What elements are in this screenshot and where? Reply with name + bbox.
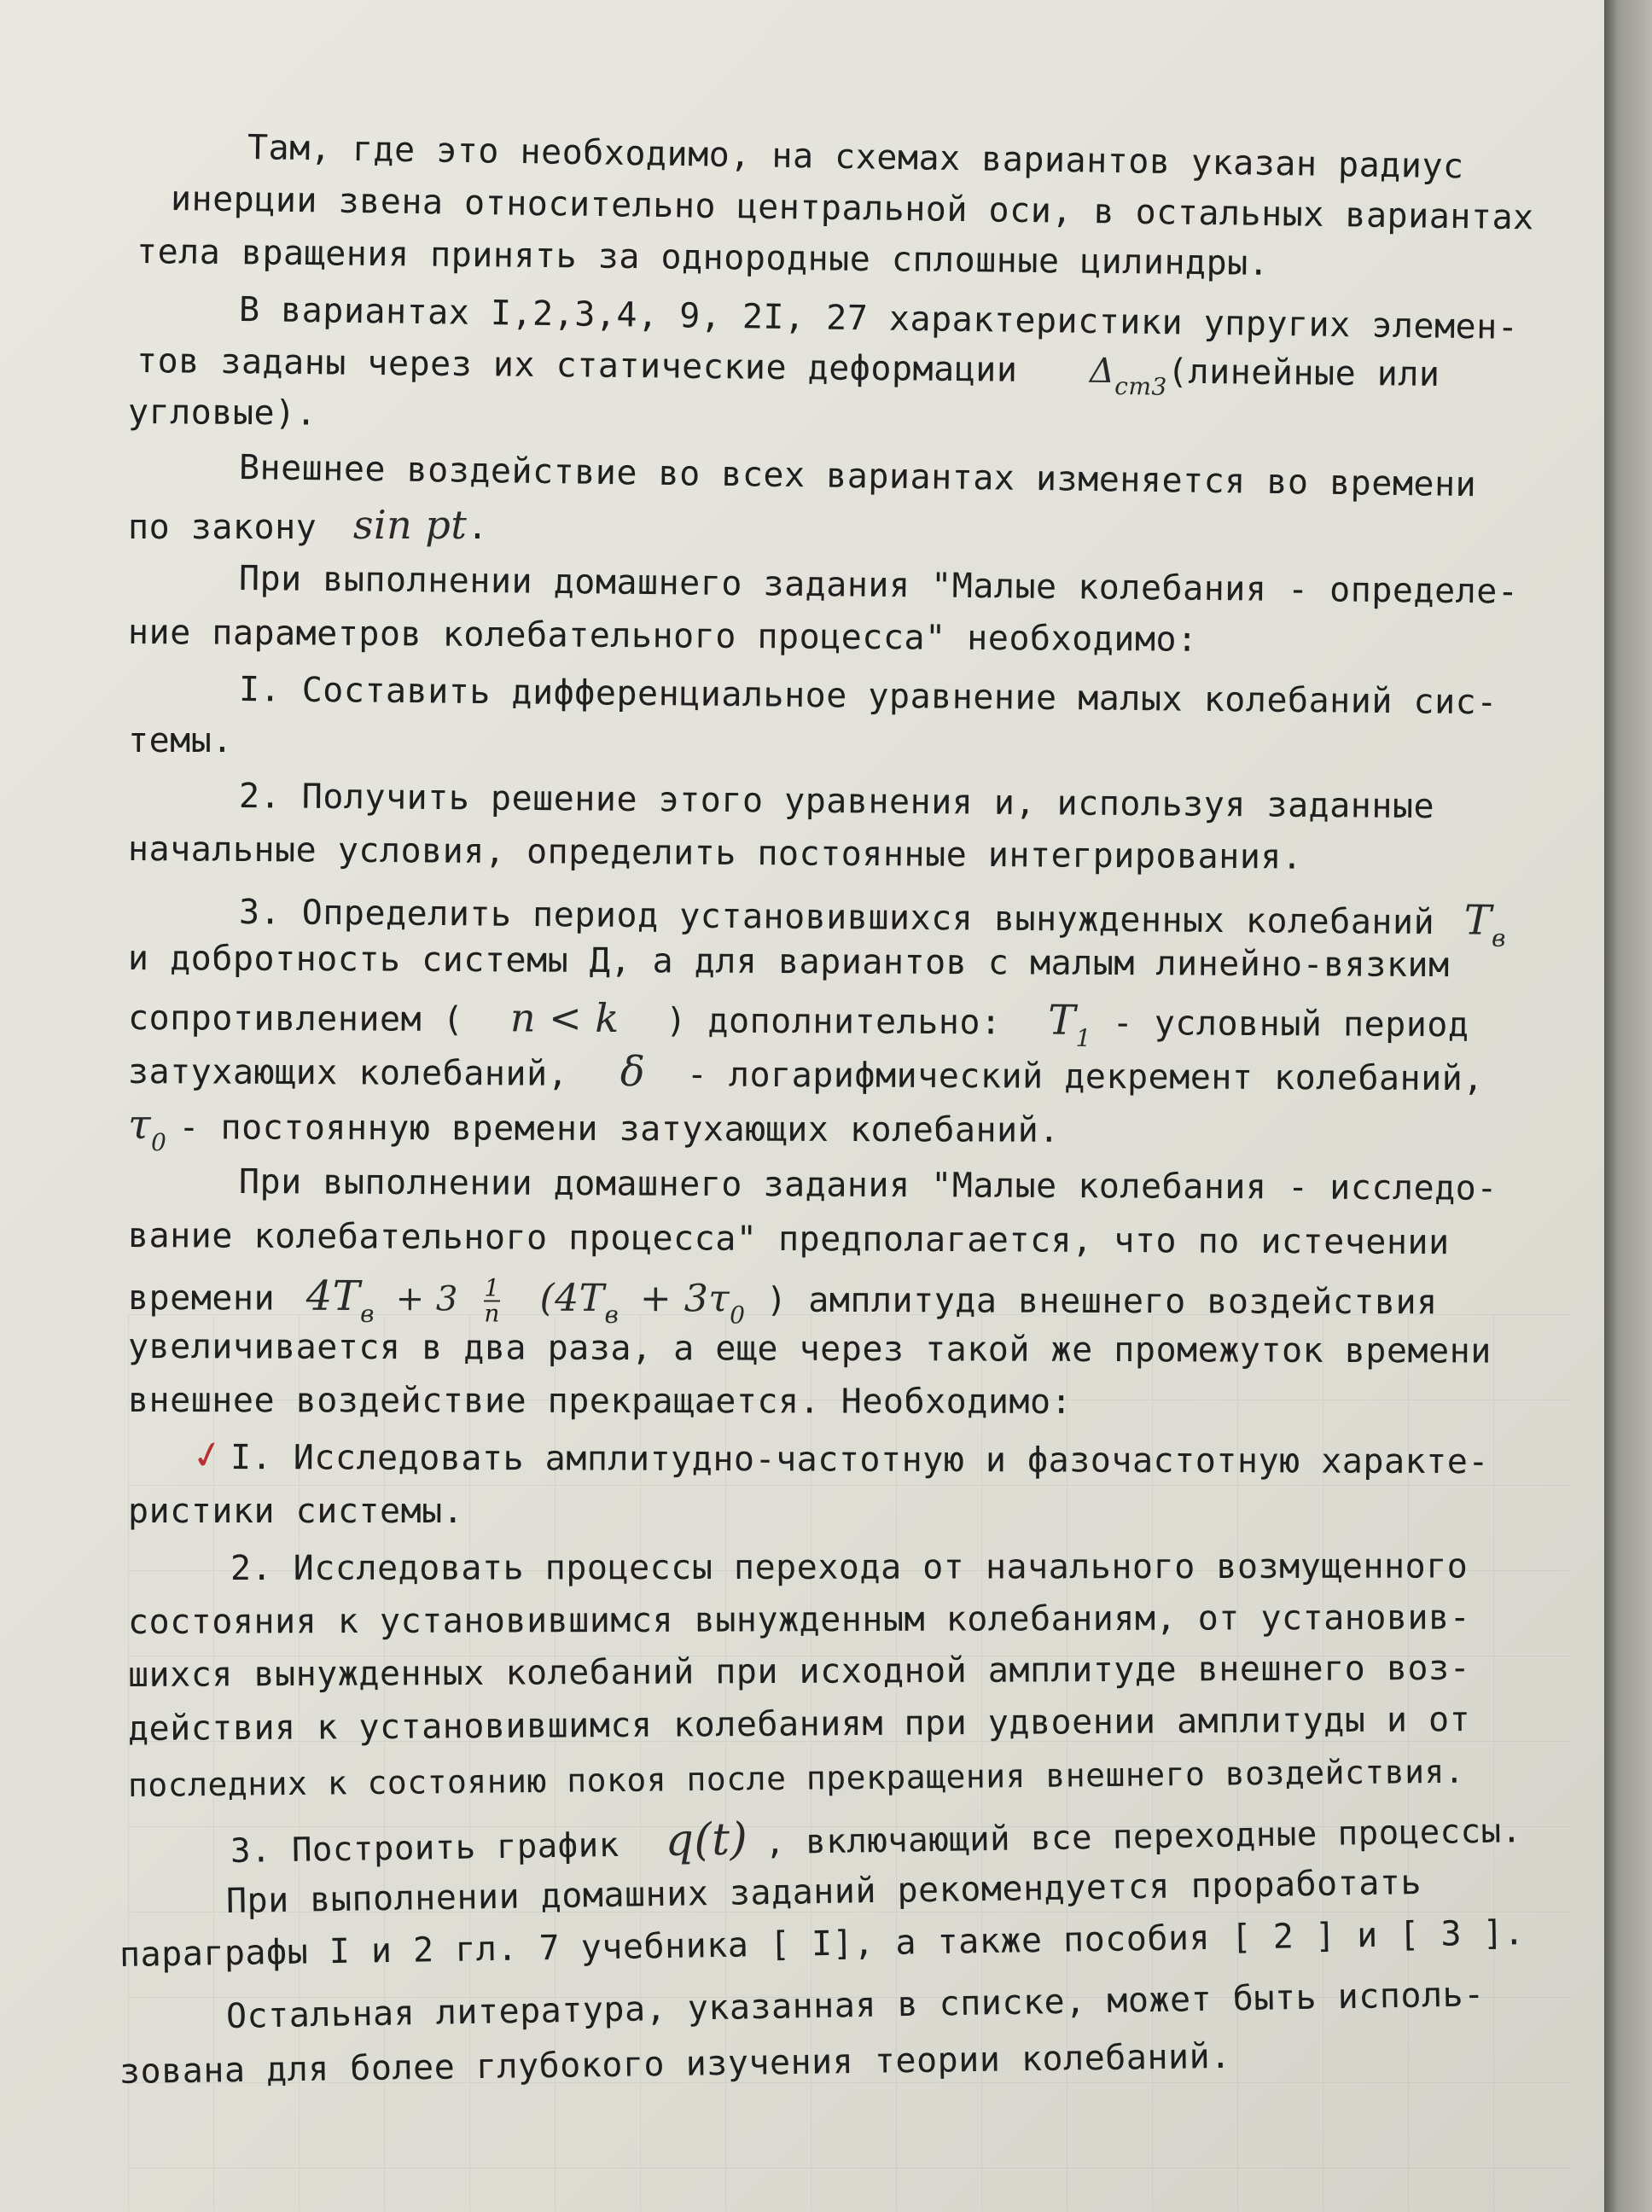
list-item-continuation: и добротность системы Д, а для вариантов с малым линейно-вязким (127, 939, 1450, 986)
list-item: I. Составить дифференциальное уравнение малых колебаний сис- (238, 670, 1498, 723)
period-subscript: в (1491, 923, 1507, 952)
list-item: I. Исследовать амплитудно-частотную и фазочастотную характе- (230, 1438, 1489, 1482)
text-segment: 3. Определить период установившихся вынужденных колебаний (238, 893, 1435, 943)
list-item-continuation (128, 1045, 1484, 1100)
t1-symbol: T (1048, 996, 1076, 1045)
text-line (128, 502, 488, 548)
text-segment: ) амплитуда внешнего воздействия (765, 1280, 1438, 1323)
text-line: При выполнении домашних заданий рекомендуется проработать (225, 1862, 1422, 1921)
sin-formula: sin pt (352, 502, 468, 548)
text-line: вание колебательного процесса" предполагается, что по истечении (127, 1216, 1450, 1263)
text-segment: затухающих колебаний, (127, 1052, 569, 1094)
list-item: 2. Исследовать процессы перехода от начального возмущенного (230, 1546, 1469, 1588)
text-line: Там, где это необходимо, на схемах вариантов указан радиус (247, 128, 1464, 187)
text-segment: 3. Построить график (230, 1825, 620, 1871)
formula-sub: в (360, 1299, 375, 1329)
text-line: ние параметров колебательного процесса" необходимо: (127, 613, 1198, 660)
text-line: При выполнении домашнего задания "Малые колебания - определе- (238, 559, 1519, 612)
text-segment: тов заданы через их статические деформации (136, 341, 1018, 390)
list-item-continuation (128, 992, 1469, 1054)
text-line: При выполнении домашнего задания "Малые колебания - исследо- (238, 1162, 1498, 1208)
text-segment: (линейные или (1166, 352, 1440, 394)
text-line: зована для более глубокого изучения теории колебаний. (119, 2036, 1232, 2092)
text-line: инерции звена относительно центральной оси, в остальных вариантах (170, 179, 1535, 238)
text-line: Внешнее воздействие во всех вариантах изменяется во времени (238, 448, 1477, 505)
tau-symbol: τ (127, 1101, 152, 1150)
n-less-k-formula: n < k (509, 994, 620, 1042)
text-line: угловые). (127, 393, 317, 434)
list-item-continuation (128, 1101, 1060, 1160)
list-item-continuation: начальные условия, определить постоянные интегрирования. (127, 830, 1303, 877)
text-segment: . (467, 508, 488, 547)
fraction-numerator: 1 (484, 1273, 500, 1302)
list-item (230, 1802, 1522, 1873)
list-item-continuation: состояния к установившимся вынужденным колебаниям, от установив- (127, 1598, 1471, 1642)
delta-symbol: Δ (1089, 351, 1115, 392)
fraction-one-over-n (484, 1273, 500, 1328)
text-segment: сопротивлением ( (127, 998, 464, 1040)
text-line: Остальная литература, указанная в списке, может быть исполь- (225, 1975, 1486, 2036)
text-line: увеличивается в два раза, а еще через такой же промежуток времени (127, 1327, 1492, 1371)
list-item: 2. Получить решение этого уравнения и, используя заданные (238, 777, 1435, 827)
text-segment: ) дополнительно: (666, 1001, 1002, 1043)
fraction-denominator: n (484, 1299, 500, 1328)
period-symbol: T (1463, 896, 1492, 945)
text-segment: времени (127, 1278, 276, 1318)
text-line (137, 341, 1440, 404)
formula-paren-4tb: (4T (539, 1276, 605, 1320)
text-segment: - логарифмический декремент колебаний, (686, 1055, 1485, 1099)
formula-plus3: + 3 (395, 1279, 458, 1319)
list-item-continuation: ристики системы. (128, 1492, 464, 1531)
formula-3tau: + 3τ (639, 1277, 730, 1321)
page-edge-shadow (1604, 0, 1652, 2212)
text-line: В вариантах I,2,3,4, 9, 2I, 27 характеристики упругих элемен- (238, 290, 1519, 347)
formula-sub: в (604, 1300, 620, 1330)
list-item-continuation: шихся вынужденных колебаний при исходной амплитуде внешнего воз- (127, 1648, 1471, 1695)
text-segment: , включающий все переходные процессы. (765, 1812, 1522, 1863)
q-of-t-formula: q(t) (665, 1813, 748, 1866)
text-segment: по закону (128, 508, 317, 547)
list-item-continuation: темы. (128, 721, 233, 760)
tau-subscript: 0 (150, 1128, 167, 1157)
formula-4tb: 4T (305, 1272, 361, 1320)
text-line: внешнее воздействие прекращается. Необходимо: (127, 1381, 1073, 1422)
t1-subscript: 1 (1075, 1023, 1092, 1052)
list-item-continuation: последних к состоянию покоя после прекращения внешнего воздействия. (127, 1752, 1465, 1804)
list-item-continuation: действия к установившимся колебаниям при удвоении амплитуды и от (127, 1700, 1471, 1749)
formula-sub: 0 (730, 1301, 746, 1330)
text-segment: - условный период (1112, 1004, 1469, 1045)
text-line: параграфы I и 2 гл. 7 учебника [ I], а также пособия [ 2 ] и [ 3 ]. (119, 1913, 1526, 1975)
red-check-mark: ✓ (188, 1430, 229, 1481)
text-segment: - постоянную времени затухающих колебаний. (178, 1108, 1060, 1150)
text-line: тела вращения принять за однородные сплошные цилиндры. (136, 232, 1270, 283)
delta-subscript: ст3 (1114, 372, 1167, 401)
delta-decrement-symbol: δ (620, 1048, 646, 1097)
text-line (128, 1272, 1438, 1331)
